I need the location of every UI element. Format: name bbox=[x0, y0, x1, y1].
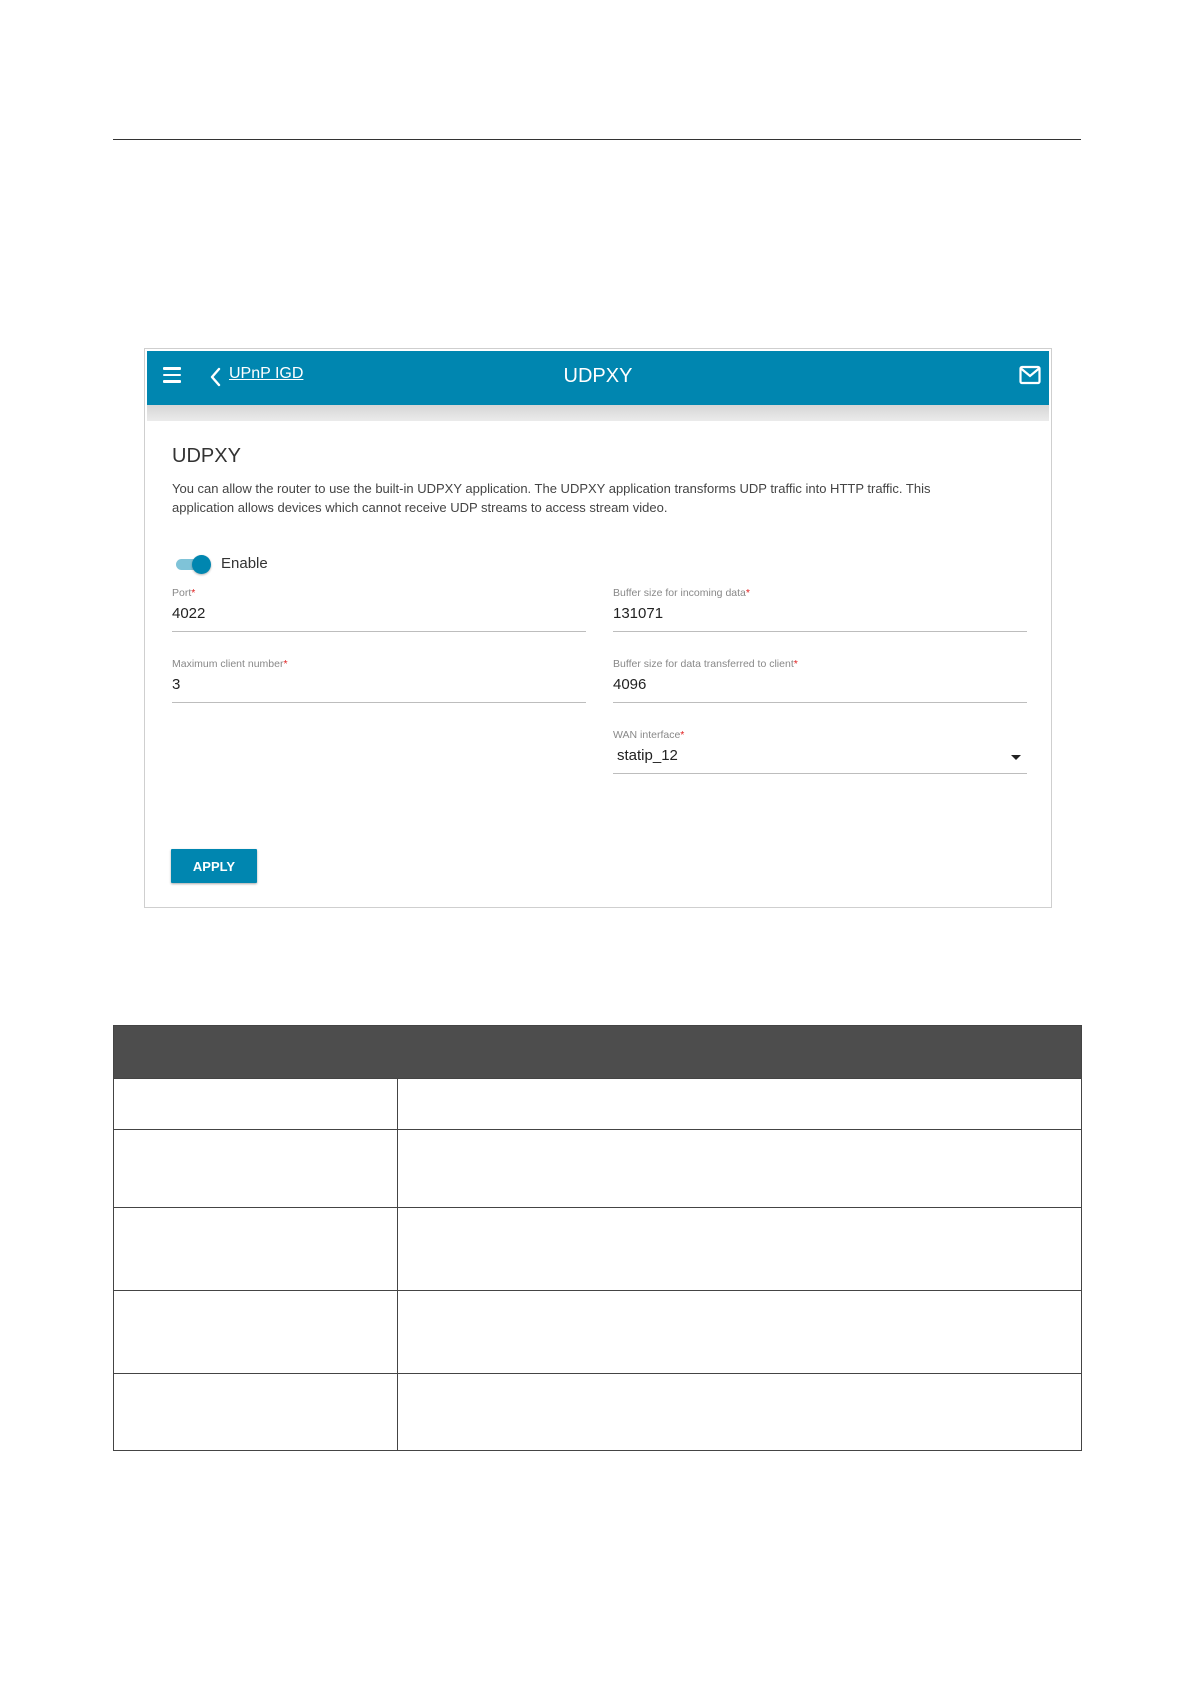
envelope-icon[interactable] bbox=[1019, 365, 1041, 385]
parameters-table bbox=[113, 1025, 1082, 1451]
table-cell-parameter bbox=[114, 1208, 398, 1291]
apply-button[interactable]: APPLY bbox=[171, 849, 257, 883]
port-underline bbox=[172, 631, 586, 632]
enable-toggle[interactable] bbox=[176, 554, 210, 574]
max-clients-input[interactable]: 3 bbox=[172, 676, 181, 693]
table-cell-parameter bbox=[114, 1291, 398, 1374]
max-clients-underline bbox=[172, 702, 586, 703]
section-description: You can allow the router to use the built-in UDPXY application. The UDPXY application transforms UDP traffic into HTTP traffic. This application allows devices which cannot receive UDP streams to access stream video. bbox=[172, 481, 931, 515]
table-header bbox=[114, 1026, 1081, 1078]
port-label: Port* bbox=[172, 587, 196, 599]
wan-interface-select[interactable]: statip_12 bbox=[617, 747, 678, 764]
table-cell-parameter bbox=[114, 1130, 398, 1208]
buffer-to-client-label: Buffer size for data transferred to client* bbox=[613, 658, 798, 670]
table-row bbox=[114, 1078, 1081, 1130]
required-mark: * bbox=[680, 729, 685, 741]
required-mark: * bbox=[283, 658, 288, 670]
max-clients-label: Maximum client number* bbox=[172, 658, 288, 670]
table-row bbox=[114, 1207, 1081, 1291]
back-link-upnp-igd[interactable]: UPnP IGD bbox=[229, 365, 304, 382]
wan-interface-label: WAN interface* bbox=[613, 729, 685, 741]
app-bar bbox=[147, 351, 1049, 405]
required-mark: * bbox=[191, 587, 196, 599]
table-cell-parameter bbox=[114, 1079, 398, 1130]
buffer-incoming-input[interactable]: 131071 bbox=[613, 605, 664, 622]
table-row bbox=[114, 1290, 1081, 1374]
buffer-to-client-input[interactable]: 4096 bbox=[613, 676, 647, 693]
section-title: UDPXY bbox=[172, 445, 241, 467]
app-bar-shadow bbox=[147, 405, 1049, 421]
buffer-incoming-underline bbox=[613, 631, 1027, 632]
enable-label: Enable bbox=[221, 555, 268, 572]
buffer-incoming-label: Buffer size for incoming data* bbox=[613, 587, 750, 599]
page-header-rule bbox=[113, 139, 1081, 140]
page-title: UDPXY bbox=[563, 365, 633, 387]
table-cell-parameter bbox=[114, 1374, 398, 1451]
dropdown-caret-icon[interactable] bbox=[1011, 755, 1021, 760]
required-mark: * bbox=[745, 587, 750, 599]
table-row bbox=[114, 1129, 1081, 1208]
buffer-to-client-underline bbox=[613, 702, 1027, 703]
wan-interface-underline bbox=[613, 773, 1027, 774]
required-mark: * bbox=[793, 658, 798, 670]
table-row bbox=[114, 1373, 1081, 1451]
toggle-knob bbox=[192, 555, 211, 574]
udpxy-screenshot bbox=[144, 348, 1052, 908]
port-input[interactable]: 4022 bbox=[172, 605, 206, 622]
